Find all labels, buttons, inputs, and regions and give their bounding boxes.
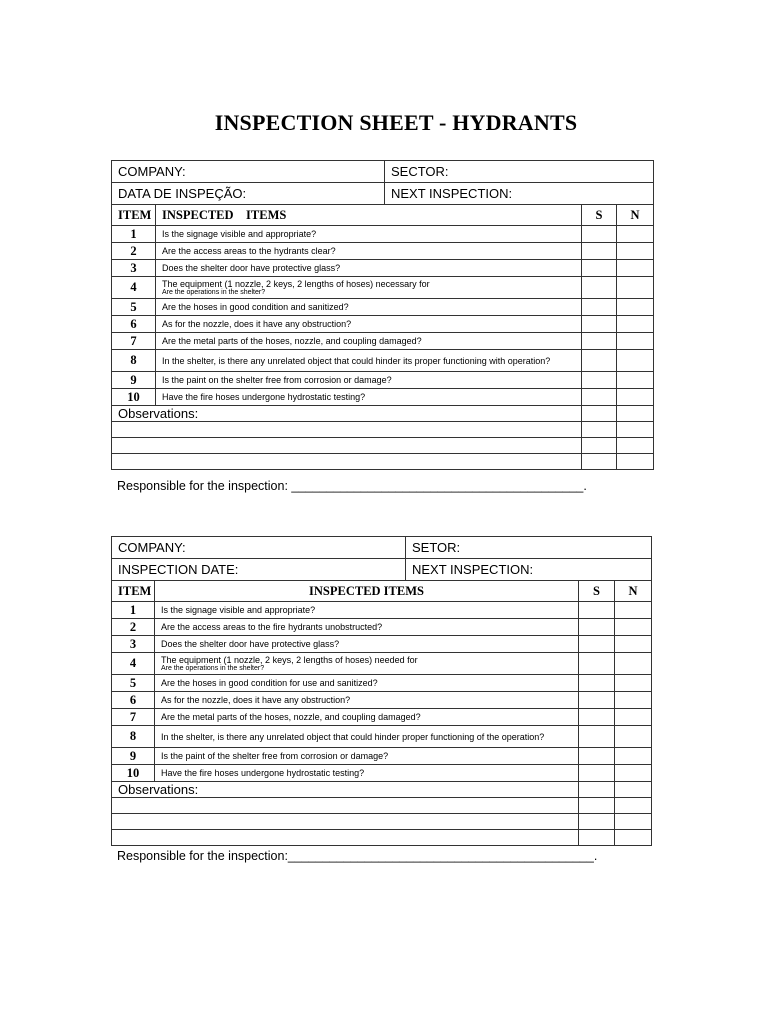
observations-line[interactable] — [112, 454, 654, 470]
table-row — [112, 372, 654, 389]
item-question: Are the access areas to the fire hydrants unobstructed? — [155, 619, 579, 636]
inspected-items-column-header: INSPECTED ITEMS — [156, 205, 582, 226]
n-checkbox[interactable] — [615, 748, 652, 765]
sector-field[interactable]: SETOR: — [406, 537, 652, 559]
item-number: 4 — [112, 653, 155, 675]
n-column-header: N — [615, 581, 652, 602]
next-inspection-field[interactable]: NEXT INSPECTION: — [406, 559, 652, 581]
table-row — [112, 277, 654, 299]
item-question: As for the nozzle, does it have any obstruction? — [155, 692, 579, 709]
item-number: 9 — [112, 748, 155, 765]
observations-row — [112, 406, 654, 422]
item-question-main: The equipment (1 nozzle, 2 keys, 2 lengths of hoses) needed for — [161, 654, 418, 665]
s-checkbox[interactable] — [582, 260, 617, 277]
s-checkbox[interactable] — [582, 277, 617, 299]
n-checkbox[interactable] — [617, 350, 654, 372]
s-checkbox[interactable] — [579, 765, 615, 782]
item-number: 6 — [112, 316, 156, 333]
s-checkbox[interactable] — [579, 653, 615, 675]
item-question: Are the metal parts of the hoses, nozzle, and coupling damaged? — [156, 333, 582, 350]
sector-field[interactable]: SECTOR: — [385, 161, 654, 183]
table-row — [112, 350, 654, 372]
table-row — [112, 389, 654, 406]
s-checkbox[interactable] — [579, 619, 615, 636]
n-checkbox[interactable] — [617, 389, 654, 406]
item-number: 3 — [112, 260, 156, 277]
item-question — [155, 653, 579, 675]
s-checkbox[interactable] — [582, 316, 617, 333]
n-checkbox[interactable] — [615, 619, 652, 636]
item-number: 8 — [112, 726, 155, 748]
n-checkbox[interactable] — [615, 709, 652, 726]
n-checkbox[interactable] — [615, 692, 652, 709]
n-checkbox[interactable] — [617, 333, 654, 350]
table-row — [112, 243, 654, 260]
s-checkbox[interactable] — [582, 299, 617, 316]
form2-items-table — [111, 580, 652, 846]
company-field[interactable]: COMPANY: — [112, 537, 406, 559]
item-number: 3 — [112, 636, 155, 653]
table-row — [112, 333, 654, 350]
item-number: 7 — [112, 709, 155, 726]
item-number: 2 — [112, 243, 156, 260]
observations-line[interactable] — [112, 422, 654, 438]
s-column-header: S — [579, 581, 615, 602]
s-checkbox[interactable] — [582, 243, 617, 260]
inspection-form-1 — [111, 160, 654, 470]
item-question — [156, 277, 582, 299]
s-checkbox[interactable] — [579, 709, 615, 726]
observations-line[interactable] — [112, 830, 652, 846]
inspected-items-column-header: INSPECTED ITEMS — [155, 581, 579, 602]
table-row — [112, 602, 652, 619]
n-checkbox[interactable] — [617, 243, 654, 260]
item-question: Does the shelter door have protective glass? — [156, 260, 582, 277]
s-checkbox[interactable] — [582, 389, 617, 406]
table-row — [112, 260, 654, 277]
observations-label[interactable]: Observations: — [112, 406, 582, 422]
table-row — [112, 316, 654, 333]
s-checkbox[interactable] — [579, 748, 615, 765]
item-question: Is the paint on the shelter free from corrosion or damage? — [156, 372, 582, 389]
item-number: 6 — [112, 692, 155, 709]
form1-items-table — [111, 204, 654, 470]
item-question-sub: Are the operations in the shelter? — [162, 288, 266, 296]
item-number: 10 — [112, 389, 156, 406]
table-row — [112, 726, 652, 748]
n-checkbox[interactable] — [617, 299, 654, 316]
observations-label[interactable]: Observations: — [112, 782, 579, 798]
company-field[interactable]: COMPANY: — [112, 161, 385, 183]
item-number: 5 — [112, 675, 155, 692]
item-number: 2 — [112, 619, 155, 636]
observations-line[interactable] — [112, 814, 652, 830]
table-row — [112, 709, 652, 726]
item-column-header: ITEM — [112, 581, 155, 602]
page-title: INSPECTION SHEET - HYDRANTS — [214, 110, 578, 135]
s-checkbox[interactable] — [582, 226, 617, 243]
n-column-header: N — [617, 205, 654, 226]
item-number: 10 — [112, 765, 155, 782]
inspection-form-2 — [111, 536, 652, 846]
table-row — [112, 765, 652, 782]
s-checkbox[interactable] — [582, 350, 617, 372]
n-checkbox[interactable] — [617, 226, 654, 243]
observations-line[interactable] — [112, 438, 654, 454]
table-row — [112, 299, 654, 316]
table-row — [112, 748, 652, 765]
observations-line[interactable] — [112, 798, 652, 814]
table-row — [112, 619, 652, 636]
n-checkbox[interactable] — [617, 277, 654, 299]
n-checkbox[interactable] — [617, 316, 654, 333]
item-question: Are the metal parts of the hoses, nozzle, and coupling damaged? — [155, 709, 579, 726]
item-number: 7 — [112, 333, 156, 350]
item-question: Are the hoses in good condition for use and sanitized? — [155, 675, 579, 692]
item-question: Are the access areas to the hydrants clear? — [156, 243, 582, 260]
n-checkbox[interactable] — [615, 653, 652, 675]
responsible-line[interactable]: Responsible for the inspection:____________________________________________. — [117, 849, 598, 863]
item-question: In the shelter, is there any unrelated object that could hinder proper functioning of the operation? — [155, 726, 579, 748]
observations-row — [112, 782, 652, 798]
item-question: Have the fire hoses undergone hydrostatic testing? — [155, 765, 579, 782]
form2-item-rows — [112, 602, 652, 846]
form2-header-table — [111, 536, 652, 581]
s-checkbox[interactable] — [582, 372, 617, 389]
n-checkbox[interactable] — [615, 602, 652, 619]
item-question-main: The equipment (1 nozzle, 2 keys, 2 lengths of hoses) necessary for — [162, 278, 430, 289]
item-number: 8 — [112, 350, 156, 372]
table-row — [112, 226, 654, 243]
item-question: Is the signage visible and appropriate? — [155, 602, 579, 619]
item-question: Have the fire hoses undergone hydrostatic testing? — [156, 389, 582, 406]
item-number: 5 — [112, 299, 156, 316]
n-checkbox[interactable] — [617, 260, 654, 277]
form1-item-rows — [112, 226, 654, 470]
inspection-date-field[interactable]: INSPECTION DATE: — [112, 559, 406, 581]
s-column-header: S — [582, 205, 617, 226]
responsible-line[interactable]: Responsible for the inspection: __________________________________________. — [117, 479, 587, 493]
table-row — [112, 653, 652, 675]
s-checkbox[interactable] — [579, 636, 615, 653]
s-checkbox[interactable] — [579, 726, 615, 748]
next-inspection-field[interactable]: NEXT INSPECTION: — [385, 183, 654, 205]
item-number: 4 — [112, 277, 156, 299]
table-row — [112, 692, 652, 709]
n-checkbox[interactable] — [615, 675, 652, 692]
item-question: Are the hoses in good condition and sanitized? — [156, 299, 582, 316]
item-column-header: ITEM — [112, 205, 156, 226]
table-row — [112, 675, 652, 692]
form1-header-table — [111, 160, 654, 205]
s-checkbox[interactable] — [579, 692, 615, 709]
table-row — [112, 636, 652, 653]
n-checkbox[interactable] — [617, 372, 654, 389]
item-question-sub: Are the operations in the shelter? — [161, 664, 265, 672]
inspection-date-field[interactable]: DATA DE INSPEÇÃO: — [112, 183, 385, 205]
n-checkbox[interactable] — [615, 636, 652, 653]
item-number: 1 — [112, 602, 155, 619]
item-question: In the shelter, is there any unrelated object that could hinder its proper functioning with operation? — [156, 350, 582, 372]
item-question: Is the signage visible and appropriate? — [156, 226, 582, 243]
n-checkbox[interactable] — [615, 765, 652, 782]
item-number: 9 — [112, 372, 156, 389]
item-question: Does the shelter door have protective glass? — [155, 636, 579, 653]
item-number: 1 — [112, 226, 156, 243]
s-checkbox[interactable] — [579, 675, 615, 692]
s-checkbox[interactable] — [582, 333, 617, 350]
item-question: As for the nozzle, does it have any obstruction? — [156, 316, 582, 333]
s-checkbox[interactable] — [579, 602, 615, 619]
item-question: Is the paint of the shelter free from corrosion or damage? — [155, 748, 579, 765]
n-checkbox[interactable] — [615, 726, 652, 748]
